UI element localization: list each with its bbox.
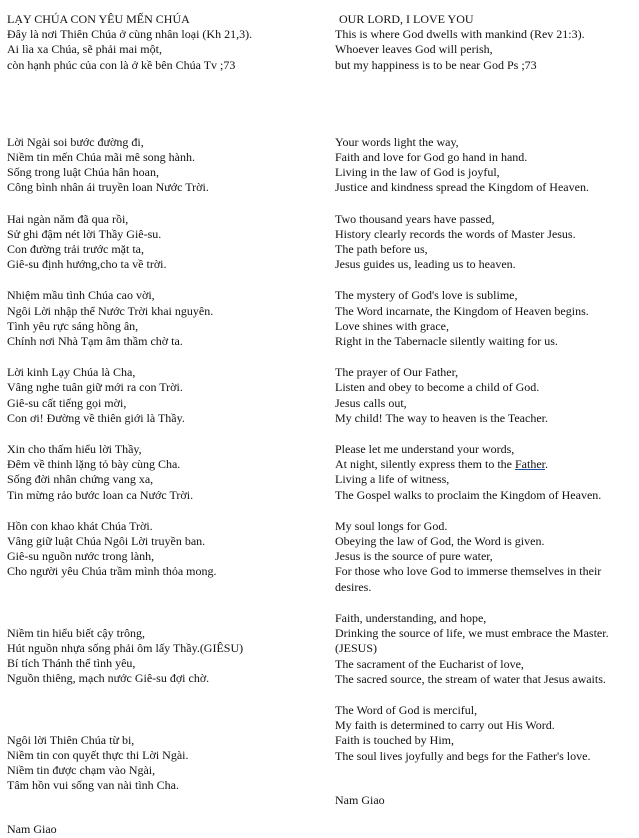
en-stanza-4 [335,365,635,426]
vi-stanza-8 [7,733,325,794]
vi-header [7,12,325,73]
vi-stanza-4 [7,365,325,426]
vietnamese-column [7,12,325,838]
english-column [335,12,635,808]
en-verse-line: The Word incarnate, the Kingdom of Heaven begins. [335,303,589,318]
en-stanza-5 [335,442,635,503]
vi-verse-line: Con ơi! Đường về thiên giới là Thầy. [7,410,185,425]
en-verse-line: Jesus is the source of pure water, [335,549,493,564]
vi-verse-line: Ngôi Lời nhập thể Nước Trời khai nguyên. [7,303,214,318]
vi-stanza-3 [7,288,325,349]
vi-signature: Nam Giao [7,822,57,837]
en-verse-line: Your words light the way, [335,134,459,149]
en-stanza-6 [335,519,635,595]
en-verse-line: Please let me understand your words, [335,442,515,457]
vi-verse-line: Lời Ngài soi bước đường đi, [7,134,144,149]
en-verse-line: Right in the Tabernacle silently waiting for us. [335,334,558,349]
en-verse-line: The sacrament of the Eucharist of love, [335,656,524,671]
vi-verse-line: Tâm hồn vui sống van nài tình Cha. [7,778,179,793]
vi-verse-line: Nhiệm mầu tình Chúa cao vời, [7,288,155,303]
father-underlined-word: Father [514,457,545,472]
en-stanza-1 [335,135,635,196]
vi-intro-line: Ai lìa xa Chúa, sẽ phải mai một, [7,42,162,57]
vi-verse-line: Con đường trải trước mặt ta, [7,242,145,257]
en-verse-line: Living in the law of God is joyful, [335,165,500,180]
vi-verse-line: Hồn con khao khát Chúa Trời. [7,518,153,533]
en-verse-line: For those who love God to immerse themselves in their desires. [335,564,602,594]
en-verse-line: Living a life of witness, [335,472,450,487]
vi-intro-line: còn hạnh phúc của con là ở kề bên Chúa Tv ;73 [7,57,236,72]
en-intro-line: but my happiness is to be near God Ps ;73 [335,57,537,72]
vi-verse-line: Vâng nghe tuân giữ mới ra con Trời. [7,380,183,395]
en-verse-line [335,457,635,472]
en-verse-line: The prayer of Our Father, [335,365,459,380]
vi-verse-line: Lời kinh Lạy Chúa là Cha, [7,365,136,380]
vi-verse-line: Vâng giữ luật Chúa Ngôi Lời truyền ban. [7,534,206,549]
en-verse-line: The path before us, [335,242,428,257]
vi-verse-line: Giê-su cất tiếng gọi mời, [7,395,127,410]
en-stanza-3 [335,288,635,349]
vi-verse-line: Bí tích Thánh thể tình yêu, [7,656,136,671]
vi-stanza-5 [7,442,325,503]
vi-verse-line: Cho người yêu Chúa trầm mình thỏa mong. [7,564,217,579]
en-verse-line: Obeying the law of God, the Word is given. [335,534,545,549]
en-verse-line: My child! The way to heaven is the Teacher. [335,410,548,425]
en-verse-line: The Word of God is merciful, [335,702,478,717]
en-verse-line: History clearly records the words of Master Jesus. [335,226,576,241]
vi-verse-line: Niềm tin con quyết thực thi Lời Ngài. [7,747,189,762]
en-verse-line: Drinking the source of life, we must embrace the Master. (JESUS) [335,626,609,656]
vi-stanza-7 [7,626,325,687]
vi-stanza-6 [7,519,325,580]
vi-title: LẠY CHÚA CON YÊU MẾN CHÚA [7,12,190,26]
en-verse-line: Two thousand years have passed, [335,211,495,226]
en-verse-line: Justice and kindness spread the Kingdom of Heaven. [335,180,589,195]
vi-verse-line: Đêm về thinh lặng tỏ bày cùng Cha. [7,457,181,472]
vi-verse-line: Tin mừng rảo bước loan ca Nước Trời. [7,487,194,502]
vi-verse-line: Hút nguồn nhựa sống phải ôm lấy Thầy.(GIÊSU) [7,640,244,655]
vi-verse-line: Chính nơi Nhà Tạm âm thầm chờ ta. [7,334,183,349]
vi-verse-line: Xin cho thấm hiểu lời Thầy, [7,442,142,457]
en-verse-line: The sacred source, the stream of water that Jesus awaits. [335,671,606,686]
en-verse-line: Faith and love for God go hand in hand. [335,150,528,165]
vi-intro-line: Đây là nơi Thiên Chúa ở cùng nhân loại (Kh 21,3). [7,27,253,42]
vi-verse-line: Niềm tin hiểu biết cậy trông, [7,625,145,640]
en-intro-line: This is where God dwells with mankind (Rev 21:3). [335,27,585,42]
vi-verse-line: Ngôi lời Thiên Chúa từ bi, [7,732,135,747]
vi-verse-line: Sống đời nhân chứng vang xa, [7,472,154,487]
vi-verse-line: Sống trong luật Chúa hân hoan, [7,165,159,180]
en-intro-line: Whoever leaves God will perish, [335,42,493,57]
en-signature: Nam Giao [335,792,385,807]
vi-verse-line: Tình yêu rực sáng hồng ân, [7,318,139,333]
en-verse-line: The soul lives joyfully and begs for the Father's love. [335,748,591,763]
en-stanza-8 [335,703,635,764]
vi-verse-line: Giê-su định hướng,cho ta về trời. [7,257,167,272]
vi-verse-line: Nguồn thiêng, mạch nước Giê-su đợi chờ. [7,671,210,686]
en-verse-line: My faith is determined to carry out His Word. [335,718,555,733]
en-verse-line: Jesus calls out, [335,395,407,410]
vi-verse-line: Sử ghi đậm nét lời Thầy Giê-su. [7,226,162,241]
vi-verse-line: Niềm tin mến Chúa mãi mê song hành. [7,150,195,165]
vi-stanza-2 [7,212,325,273]
en-header [335,12,635,73]
en-verse-punctuation: . [544,457,548,472]
en-title: OUR LORD, I LOVE YOU [339,12,474,26]
vi-verse-line: Niềm tin được chạm vào Ngài, [7,762,156,777]
en-verse-line: Jesus guides us, leading us to heaven. [335,257,516,272]
en-verse-line: The Gospel walks to proclaim the Kingdom of Heaven. [335,487,602,502]
vi-stanza-1 [7,135,325,196]
vi-verse-line: Giê-su nguồn nước trong lành, [7,549,155,564]
en-stanza-2 [335,212,635,273]
en-verse-line: The mystery of God's love is sublime, [335,288,518,303]
vi-verse-line: Hai ngàn năm đã qua rồi, [7,211,129,226]
en-stanza-7 [335,611,635,687]
en-verse-fragment: At night, silently express them to the [335,457,515,472]
vi-verse-line: Công bình nhân ái truyền loan Nước Trời. [7,180,209,195]
en-verse-line: Faith, understanding, and hope, [335,610,487,625]
en-verse-line: My soul longs for God. [335,518,448,533]
en-verse-line: Listen and obey to become a child of God. [335,380,540,395]
en-verse-line: Love shines with grace, [335,318,449,333]
en-verse-line: Faith is touched by Him, [335,733,454,748]
